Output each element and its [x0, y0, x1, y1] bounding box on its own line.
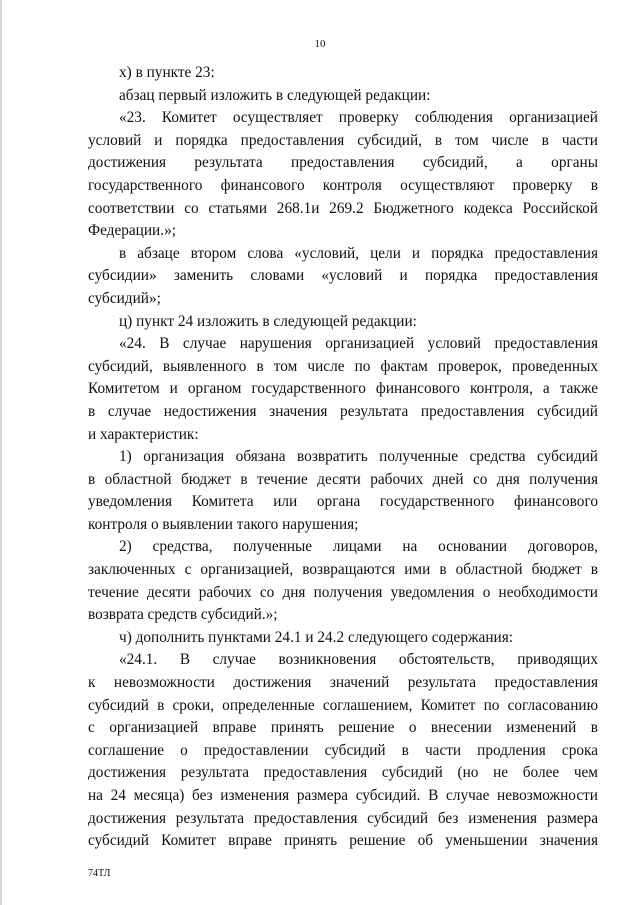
text-line: на 24 месяца) без изменения размера субсидий. В случае невозможности [88, 787, 598, 804]
text-line: 1) организация обязана возвратить полученные средства субсидий [119, 448, 598, 466]
text-line: субсидий, выявленного в том числе по фактам проверок, проведенных [88, 357, 598, 375]
text-line: Федерации.»; [88, 222, 176, 240]
text-line: достижения результата предоставления субсидий (но не более чем [88, 764, 598, 782]
text-line: заключенных с организацией, возвращаются ими в областной бюджет в [88, 561, 598, 579]
text-line: «24.1. В случае возникновения обстоятельств, приводящих [119, 651, 598, 669]
text-line: субсидии» заменить словами «условий и порядка предоставления [88, 267, 598, 285]
text-line: субсидий Комитет вправе принять решение об уменьшении значения [88, 832, 598, 850]
text-line: к невозможности достижения значений результата предоставления [88, 674, 598, 692]
text-line: ц) пункт 24 изложить в следующей редакции: [119, 312, 417, 330]
text-line: государственного финансового контроля осуществляют проверку в [88, 176, 598, 194]
text-line: достижения результата предоставления субсидий, а органы [88, 154, 598, 172]
text-line: «24. В случае нарушения организацией условий предоставления [119, 335, 598, 353]
text-line: в случае недостижения значения результата предоставления субсидий [88, 402, 598, 420]
text-line: субсидий в сроки, определенные соглашением, Комитет по согласованию [88, 696, 598, 714]
page-edge-shadow [0, 0, 2, 905]
text-line: условий и порядка предоставления субсидий, в том числе в части [88, 131, 598, 149]
text-line: течение десяти рабочих со дня получения уведомления о необходимости [88, 583, 598, 601]
text-line: ч) дополнить пунктами 24.1 и 24.2 следующего содержания: [119, 628, 514, 646]
text-line: возврата средств субсидий.»; [88, 606, 278, 624]
page-number: 10 [314, 38, 326, 50]
text-line: достижения результата предоставления субсидий без изменения размера [88, 809, 598, 827]
text-line: с организацией вправе принять решение о внесении изменений в [88, 719, 598, 737]
text-line: уведомления Комитета или органа государственного финансового [88, 493, 598, 511]
text-line: субсидий»; [88, 289, 161, 307]
text-line: контроля о выявлении такого нарушения; [88, 515, 359, 533]
text-line: и характеристик: [88, 425, 199, 443]
document-body [88, 62, 598, 853]
text-line: х) в пункте 23: [119, 64, 215, 81]
text-line: Комитетом и органом государственного финансового контроля, а также [88, 380, 598, 398]
text-line: соглашение о предоставлении субсидий в части продления срока [88, 741, 598, 759]
footer-code: 74ТЛ [88, 868, 111, 879]
text-line: абзац первый изложить в следующей редакции: [119, 86, 431, 104]
text-line: соответствии со статьями 268.1и 269.2 Бюджетного кодекса Российской [88, 199, 598, 217]
text-line: 2) средства, полученные лицами на основании договоров, [119, 538, 598, 556]
text-line: в абзаце втором слова «условий, цели и порядка предоставления [119, 244, 598, 262]
text-line: в областной бюджет в течение десяти рабочих дней со дня получения [88, 470, 598, 488]
text-line: «23. Комитет осуществляет проверку соблюдения организацией [119, 109, 598, 127]
